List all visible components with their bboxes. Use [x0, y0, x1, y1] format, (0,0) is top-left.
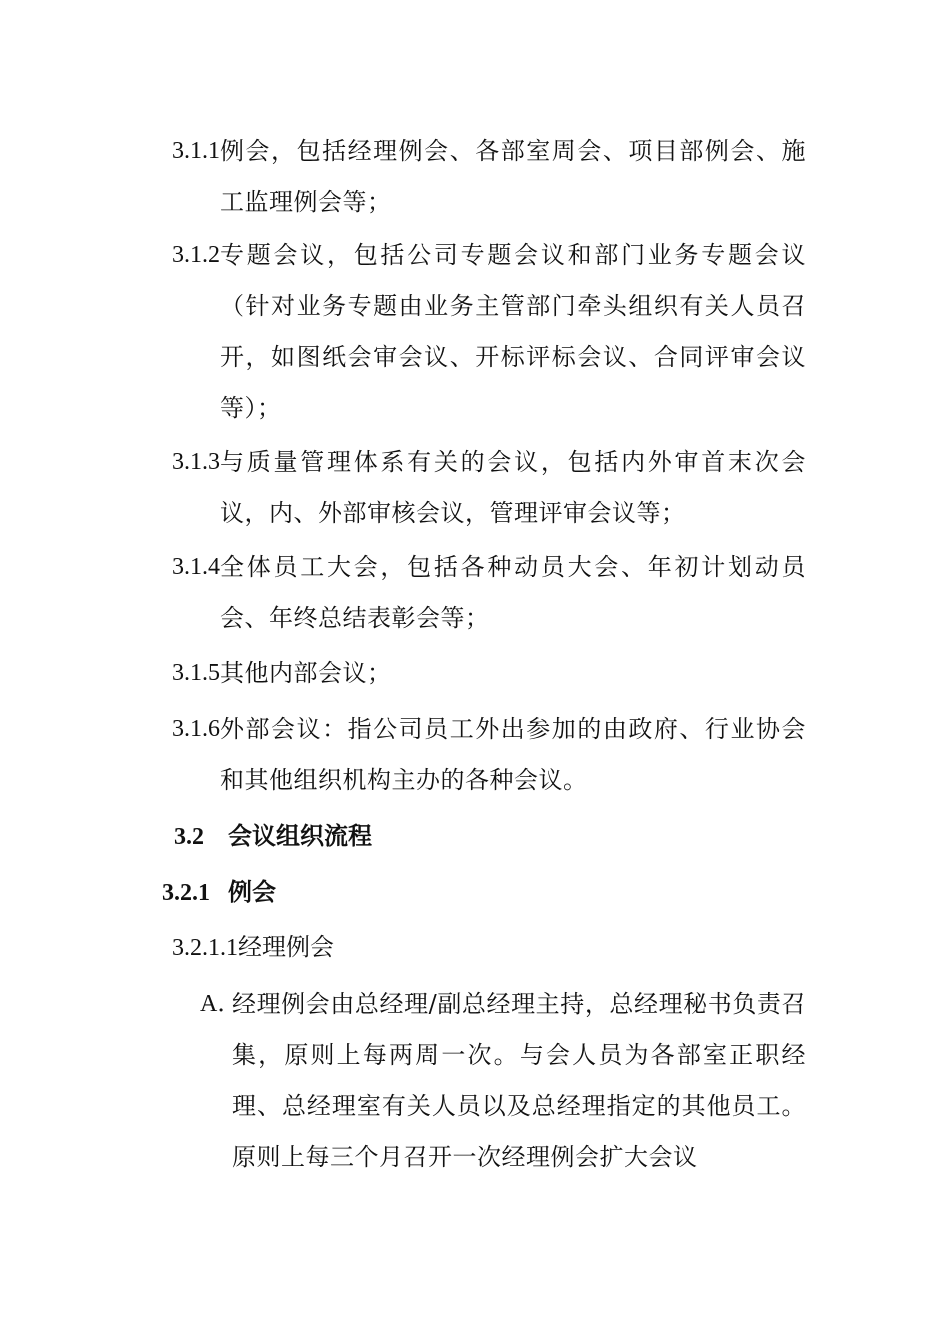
item-text: 专题会议，包括公司专题会议和部门业务专题会议（针对业务专题由业务主管部门牵头组织有关人员召开，如图纸会审会议、开标评标会议、合同评审会议等）；	[220, 241, 806, 422]
subsubsection-heading	[172, 922, 334, 974]
item-text: 外部会议：指公司员工外出参加的由政府、行业协会和其他组织机构主办的各种会议。	[220, 715, 806, 794]
subsection-title: 例会	[228, 877, 276, 906]
paragraph-a	[200, 979, 806, 1183]
item-number: 3.1.4	[172, 554, 220, 580]
section-title: 会议组织流程	[228, 821, 372, 850]
list-item-3-1-3	[172, 437, 806, 539]
item-number: 3.1.3	[172, 449, 220, 475]
item-number: 3.1.6	[172, 716, 220, 742]
paragraph-text: 经理例会由总经理/副总经理主持，总经理秘书负责召集，原则上每两周一次。与会人员为各部室正职经理、总经理室有关人员以及总经理指定的其他员工。原则上每三个月召开一次经理例会扩大会议	[232, 990, 806, 1171]
item-text: 全体员工大会，包括各种动员大会、年初计划动员会、年终总结表彰会等；	[220, 553, 806, 632]
subsection-number: 3.2.1	[162, 880, 210, 906]
subsection-heading	[162, 866, 276, 919]
subsubsection-number: 3.2.1.1	[172, 935, 238, 961]
paragraph-label: A．	[200, 991, 242, 1017]
item-text: 例会，包括经理例会、各部室周会、项目部例会、施工监理例会等；	[220, 137, 806, 216]
subsubsection-title: 经理例会	[238, 933, 334, 961]
list-item-3-1-2	[172, 230, 806, 434]
item-number: 3.1.5	[172, 660, 220, 686]
list-item-3-1-6	[172, 704, 806, 806]
item-text: 其他内部会议；	[220, 659, 392, 687]
item-number: 3.1.2	[172, 242, 220, 268]
list-item-3-1-4	[172, 542, 806, 644]
section-heading	[174, 810, 372, 863]
item-text: 与质量管理体系有关的会议，包括内外审首末次会议，内、外部审核会议，管理评审会议等；	[220, 448, 806, 527]
item-number: 3.1.1	[172, 138, 220, 164]
list-item-3-1-5	[172, 648, 806, 699]
section-number: 3.2	[174, 824, 204, 850]
list-item-3-1-1	[172, 126, 806, 228]
